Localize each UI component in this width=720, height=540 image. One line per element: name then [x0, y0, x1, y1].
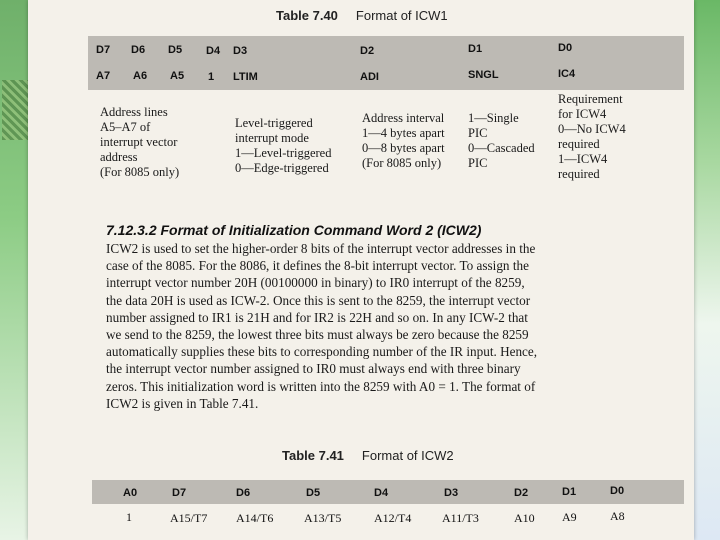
paragraph-line: the data 20H is used as ICW-2. Once this is sent to the 8259, the interrupt vector [106, 292, 531, 308]
header-cell: D6 [131, 44, 146, 56]
value-cell: A15/T7 [170, 511, 208, 525]
paragraph-line: zeros. This initialization word is written into the 8259 with A0 = 1. The format of [106, 378, 536, 394]
paragraph-line: interrupt vector number 20H (00100000 in binary) to IR0 interrupt of the 8259, [106, 275, 525, 291]
table-title: Format of ICW1 [355, 8, 448, 23]
header-cell: D7 [96, 44, 111, 56]
value-cell: A9 [562, 510, 577, 524]
header-cell: D6 [236, 487, 251, 499]
paragraph-line: the interrupt vector number assigned to IR0 must always end with three binary [106, 361, 521, 377]
paragraph-line: case of the 8085. For the 8086, it defines the 8-bit interrupt vector. To assign the [106, 258, 529, 274]
book-page [28, 0, 694, 540]
desc-address-lines: Address lines A5–A7 of interrupt vector address (For 8085 only) [100, 105, 180, 179]
value-cell: A8 [610, 509, 625, 523]
value-cell: SNGL [468, 69, 499, 81]
header-cell: D2 [514, 487, 529, 499]
table-number: Table 7.40 [276, 8, 338, 23]
table-number: Table 7.41 [282, 448, 344, 463]
paragraph-line: ICW2 is given in Table 7.41. [106, 395, 259, 411]
desc-sngl: 1—Single PIC 0—Cascaded PIC [468, 111, 535, 170]
header-cell: D4 [374, 487, 389, 499]
desc-adi: Address interval 1—4 bytes apart 0—8 bytes apart (For 8085 only) [362, 111, 445, 170]
table-7-41-caption [282, 448, 454, 463]
header-cell: D3 [444, 487, 459, 499]
value-cell: IC4 [558, 68, 576, 80]
paragraph-line: number assigned to IR1 is 21H and for IR2 is 22H and so on. In any ICW-2 that [106, 309, 528, 325]
table-title: Format of ICW2 [361, 448, 454, 463]
value-cell: A6 [133, 70, 148, 82]
value-cell: LTIM [233, 71, 258, 83]
header-cell: D0 [558, 42, 573, 54]
value-cell: A10 [514, 511, 535, 525]
value-cell: 1 [208, 71, 215, 83]
paragraph-line: we send to the 8259, the lowest three bits must always be zero because the 8259 [106, 327, 529, 343]
value-cell: A7 [96, 70, 111, 82]
header-cell: D5 [168, 44, 183, 56]
header-cell: D1 [468, 43, 483, 55]
value-cell: 1 [126, 510, 132, 524]
value-cell: ADI [360, 71, 379, 83]
header-cell: D5 [306, 487, 321, 499]
value-cell: A13/T5 [304, 511, 342, 525]
value-cell: A12/T4 [374, 511, 412, 525]
header-cell: D3 [233, 45, 248, 57]
desc-ic4: Requirement for ICW4 0—No ICW4 required 1—ICW4 required [558, 92, 626, 181]
value-cell: A14/T6 [236, 511, 274, 525]
header-cell: D2 [360, 45, 375, 57]
header-cell: D7 [172, 487, 187, 499]
value-cell: A5 [170, 70, 185, 82]
table-7-40-caption [276, 8, 448, 23]
section-heading: 7.12.3.2 Format of Initialization Command Word 2 (ICW2) [106, 222, 482, 238]
paragraph-line: automatically supplies these bits to corresponding number of the IR input. Hence, [106, 344, 538, 360]
header-cell: A0 [123, 487, 138, 499]
header-cell: D1 [562, 486, 577, 498]
header-cell: D4 [206, 45, 221, 57]
header-cell: D0 [610, 485, 625, 497]
desc-ltim: Level-triggered interrupt mode 1—Level-triggered 0—Edge-triggered [235, 116, 332, 175]
value-cell: A11/T3 [442, 511, 479, 525]
body-paragraph [106, 240, 681, 412]
paragraph-line: ICW2 is used to set the higher-order 8 bits of the interrupt vector addresses in the [106, 241, 536, 256]
